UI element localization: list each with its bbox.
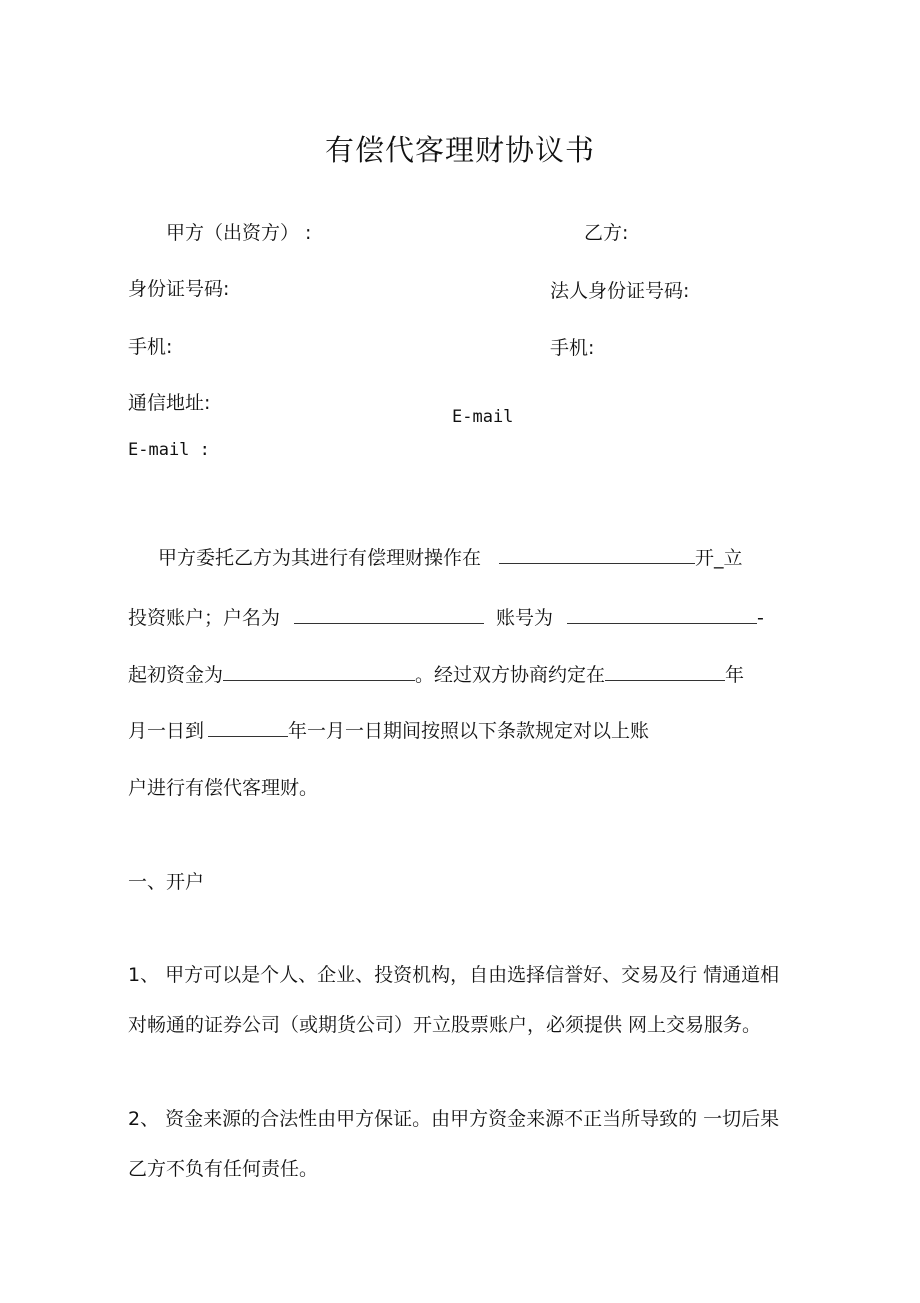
clause-1-line-1: 1、 甲方可以是个人、企业、投资机构，自由选择信誉好、交易及行 情通道相 [128, 964, 780, 986]
intro-text-4b: 年一月一日期间按照以下条款规定对以上账 [288, 720, 650, 742]
party-b-email-label: E-mail [452, 407, 514, 427]
intro-text-2b: 账号为 [496, 607, 554, 629]
party-a-colon: : [305, 222, 312, 244]
clause-1-line-2: 对畅通的证券公司（或期货公司）开立股票账户，必须提供 网上交易服务。 [128, 1014, 762, 1036]
party-a-email-label: E-mail : [128, 440, 210, 460]
intro-text-4a: 月一日到 [128, 720, 205, 742]
intro-text-3a: 起初资金为 [128, 664, 224, 686]
intro-line-3 [128, 660, 744, 687]
party-a-label-line [166, 218, 311, 245]
party-b-label: 乙方: [584, 222, 629, 244]
intro-text-2c: - [757, 607, 764, 629]
party-a-phone-label: 手机: [128, 336, 173, 358]
blank-start-year [605, 660, 725, 681]
party-a-label: 甲方（出资方） [166, 222, 300, 244]
clause-2-line-1: 2、 资金来源的合法性由甲方保证。由甲方资金来源不正当所导致的 一切后果 [128, 1108, 780, 1130]
intro-text-3b: 。经过双方协商约定在 [415, 664, 606, 686]
page-title: 有偿代客理财协议书 [324, 133, 595, 167]
intro-line-2 [128, 603, 764, 630]
intro-line-5: 户进行有偿代客理财。 [128, 777, 319, 799]
intro-line-1 [158, 543, 743, 570]
blank-broker [499, 543, 695, 564]
section-heading-open-account: 一、开户 [128, 871, 205, 893]
blank-end-year [208, 716, 288, 737]
intro-text-1b: 开_立 [695, 547, 743, 569]
intro-text-3c: 年 [725, 664, 745, 686]
blank-account-number [567, 603, 757, 624]
party-b-id-label: 法人身份证号码: [550, 280, 690, 302]
intro-line-4 [128, 716, 649, 743]
blank-account-name [294, 603, 484, 624]
blank-initial-capital [223, 660, 415, 681]
party-a-id-label: 身份证号码: [128, 278, 230, 300]
party-b-phone-label: 手机: [550, 337, 595, 359]
party-a-address-label: 通信地址: [128, 392, 211, 414]
intro-text-2a: 投资账户；户名为 [128, 607, 281, 629]
clause-2-line-2: 乙方不负有任何责任。 [128, 1158, 319, 1180]
intro-text-1a: 甲方委托乙方为其进行有偿理财操作在 [158, 547, 482, 569]
